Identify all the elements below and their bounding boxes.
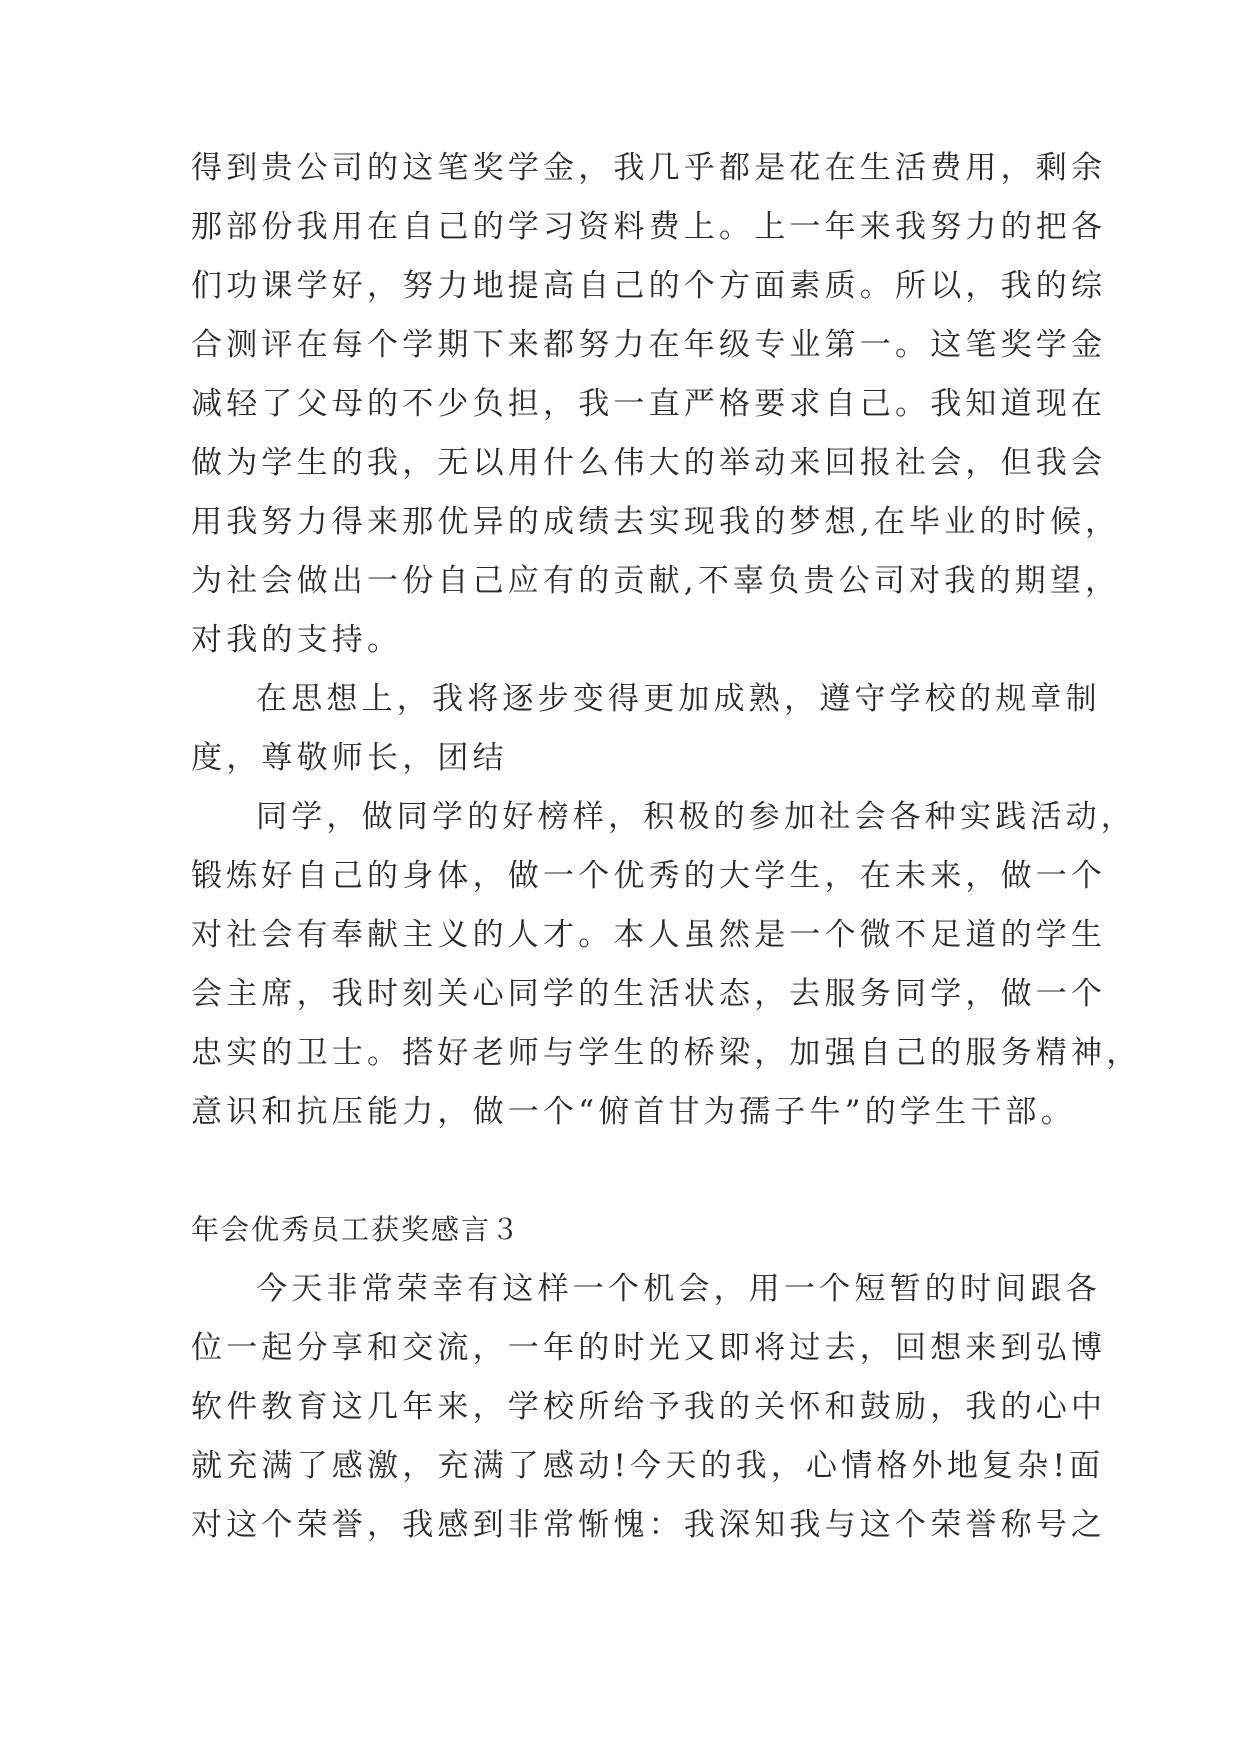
text-line: 会主席，我时刻关心同学的生活状态，去服务同学，做一个 [191, 976, 1107, 1012]
text-line: 就充满了感激，充满了感动!今天的我，心情格外地复杂!面 [191, 1448, 1105, 1484]
text-line: 们功课学好，努力地提高自己的个方面素质。所以，我的综 [191, 268, 1107, 304]
text-line: 软件教育这几年来，学校所给予我的关怀和鼓励，我的心中 [191, 1389, 1107, 1425]
section-title: 年会优秀员工获奖感言３ [191, 1213, 522, 1246]
text-line: 用我努力得来那优异的成绩去实现我的梦想,在毕业的时候， [191, 504, 1121, 540]
text-line: 为社会做出一份自己应有的贡献,不辜负贵公司对我的期望， [191, 563, 1121, 599]
paragraph-first-line: 今天非常荣幸有这样一个机会，用一个短暂的时间跟各 [256, 1271, 1101, 1307]
text-line: 位一起分享和交流，一年的时光又即将过去，回想来到弘博 [191, 1330, 1107, 1366]
text-line: 度，尊敬师长，团结 [191, 740, 508, 776]
paragraph-first-line: 在思想上，我将逐步变得更加成熟，遵守学校的规章制 [256, 681, 1101, 717]
text-line: 忠实的卫士。搭好老师与学生的桥梁，加强自己的服务精神， [191, 1035, 1142, 1071]
text-line: 做为学生的我，无以用什么伟大的举动来回报社会，但我会 [191, 445, 1107, 481]
text-line: 减轻了父母的不少负担，我一直严格要求自己。我知道现在 [191, 386, 1107, 422]
text-line: 对我的支持。 [191, 622, 403, 658]
text-line: 意识和抗压能力，做一个“俯首甘为孺子牛”的学生干部。 [191, 1094, 1076, 1130]
text-line: 对社会有奉献主义的人才。本人虽然是一个微不足道的学生 [191, 917, 1107, 953]
paragraph-first-line: 同学，做同学的好榜样，积极的参加社会各种实践活动， [256, 799, 1136, 835]
text-line: 锻炼好自己的身体，做一个优秀的大学生，在未来，做一个 [191, 858, 1107, 894]
text-line: 合测评在每个学期下来都努力在年级专业第一。这笔奖学金 [191, 327, 1107, 363]
text-line: 得到贵公司的这笔奖学金，我几乎都是花在生活费用，剩余 [191, 150, 1107, 186]
text-line: 那部份我用在自己的学习资料费上。上一年来我努力的把各 [191, 209, 1107, 245]
text-line: 对这个荣誉，我感到非常惭愧：我深知我与这个荣誉称号之 [191, 1507, 1107, 1543]
